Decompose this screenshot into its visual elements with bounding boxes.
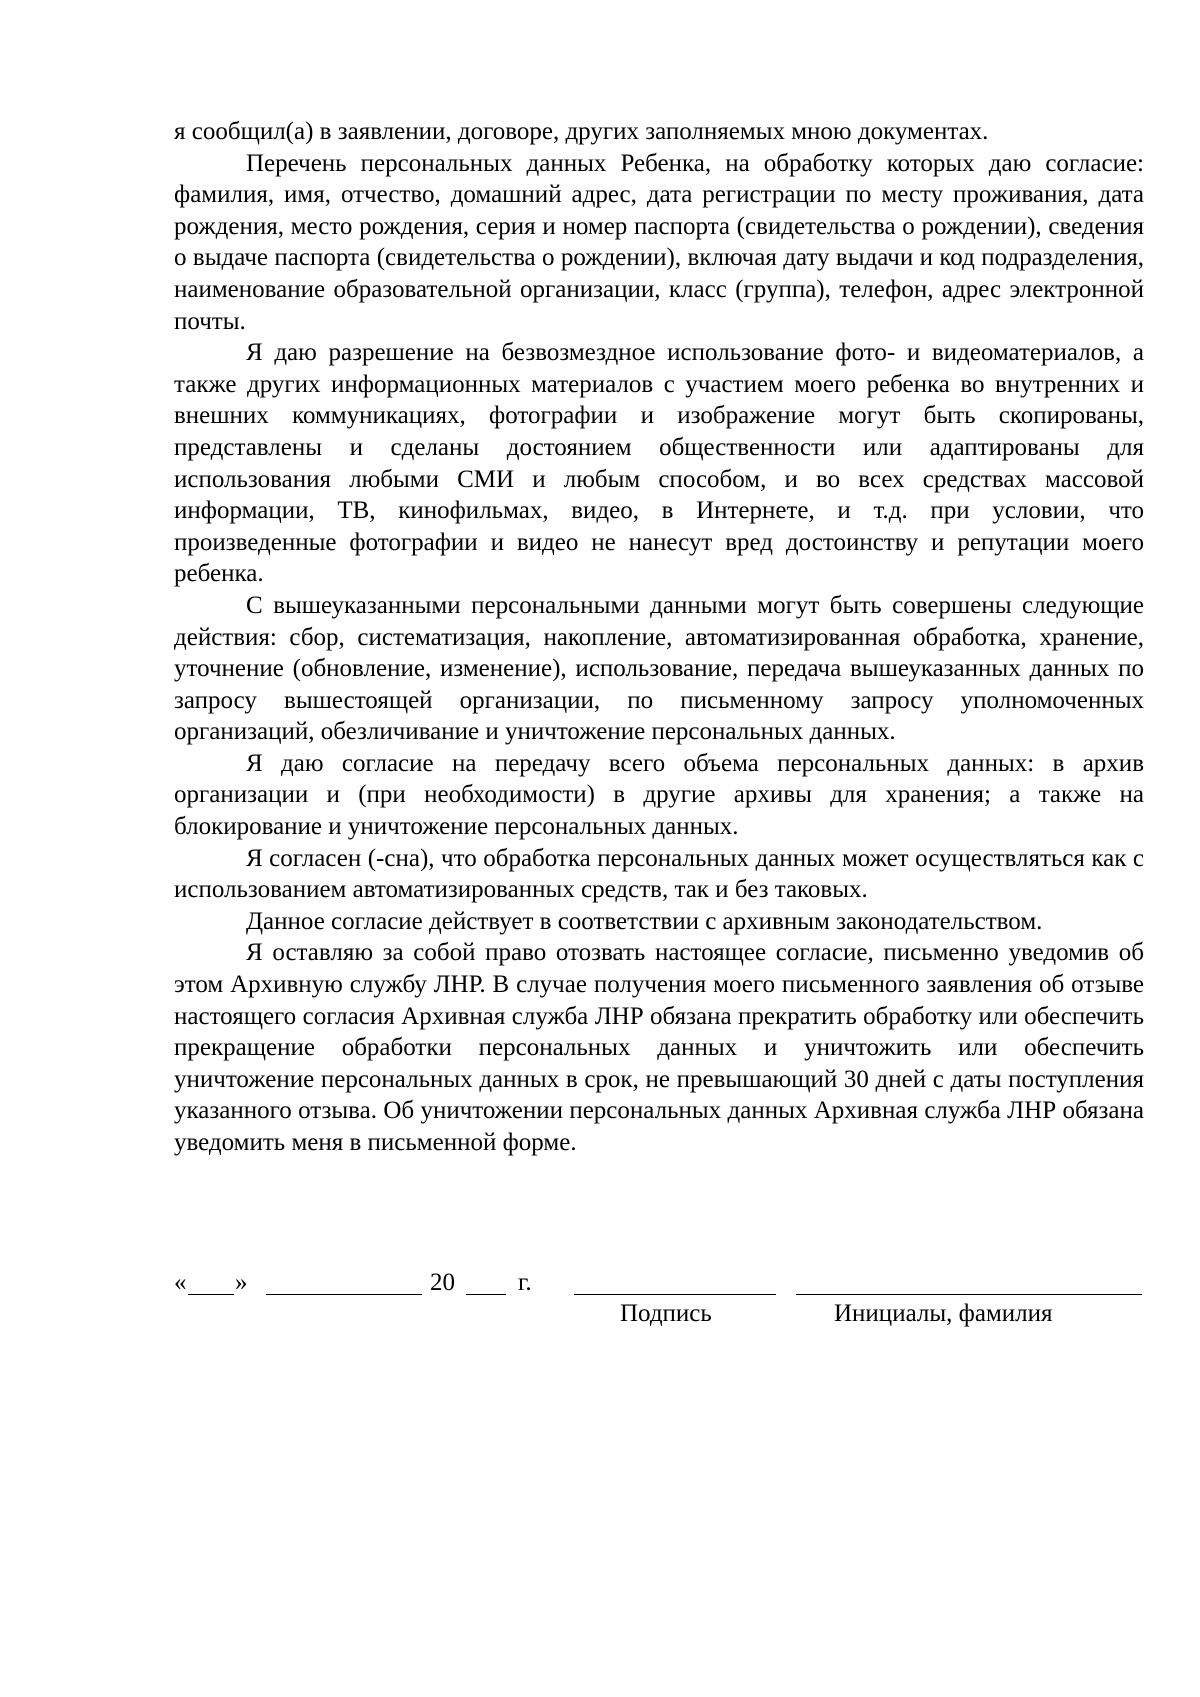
- paragraph-permitted-actions: С вышеуказанными персональными данными могут быть совершены следующие действия: сбор, систематизация, накопление, автоматизированная обработка, хранение, уточнение (обновление, изменение), использование, передача вышеуказанных данных по запросу вышестоящей организации, по письменному запросу уполномоченных организаций, обезличивание и уничтожение персональных данных.: [174, 591, 1144, 746]
- paragraph-withdrawal: Я оставляю за собой право отозвать настоящее согласие, письменно уведомив об этом Архивную службу ЛНР. В случае получения моего письменного заявления об отзыве настоящего согласия Архивная служба ЛНР обязана прекратить обработку или обеспечить прекращение обработки персональных данных и уничтожить или обеспечить уничтожение персональных данных в срок, не превышающий 30 дней с даты поступления указанного отзыва. Об уничтожении персональных данных Архивная служба ЛНР обязана уведомить меня в письменной форме.: [174, 939, 1144, 1156]
- document-body: [174, 116, 1144, 1159]
- paragraph-personal-data-list: Перечень персональных данных Ребенка, на обработку которых даю согласие: фамилия, имя, отчество, домашний адрес, дата регистрации по месту проживания, дата рождения, место рождения, серия и номер паспорта (свидетельства о рождении), сведения о выдаче паспорта (свидетельства о рождении), включая дату выдачи и код подразделения, наименование образовательной организации, класс (группа), телефон, адрес электронной почты.: [174, 149, 1144, 335]
- paragraph-continuation: я сообщил(а) в заявлении, договоре, других заполняемых мною документах.: [174, 118, 989, 145]
- year-suffix: г.: [518, 1269, 532, 1296]
- quote-open: «: [174, 1269, 187, 1296]
- year-blank: [466, 1294, 506, 1295]
- signature-blank: [574, 1294, 776, 1295]
- month-blank: [266, 1294, 422, 1295]
- signature-label: Подпись: [620, 1300, 712, 1327]
- year-prefix: 20: [430, 1269, 455, 1296]
- paragraph-archive-transfer: Я даю согласие на передачу всего объема персональных данных: в архив организации и (при необходимости) в другие архивы для хранения; а также на блокирование и уничтожение персональных данных.: [174, 749, 1144, 841]
- name-label: Инициалы, фамилия: [834, 1300, 1053, 1327]
- paragraph-processing-means: Я согласен (-сна), что обработка персональных данных может осуществляться как с использованием автоматизированных средств, так и без таковых.: [174, 844, 1144, 904]
- paragraph-media-permission: Я даю разрешение на безвозмездное использование фото- и видеоматериалов, а также других информационных материалов с участием моего ребенка во внутренних и внешних коммуникациях, фотографии и изображение могут быть скопированы, представлены и сделаны достоянием общественности или адаптированы для использования любыми СМИ и любым способом, и во всех средствах массовой информации, ТВ, кинофильмах, видео, в Интернете, и т.д. при условии, что произведенные фотографии и видео не нанесут вред достоинству и репутации моего ребенка.: [174, 339, 1144, 588]
- signature-date-row: [174, 1267, 1144, 1299]
- quote-close: »: [235, 1269, 248, 1296]
- name-blank: [796, 1294, 1142, 1295]
- day-blank: [188, 1294, 234, 1295]
- paragraph-validity: Данное согласие действует в соответствии с архивным законодательством.: [246, 907, 1043, 935]
